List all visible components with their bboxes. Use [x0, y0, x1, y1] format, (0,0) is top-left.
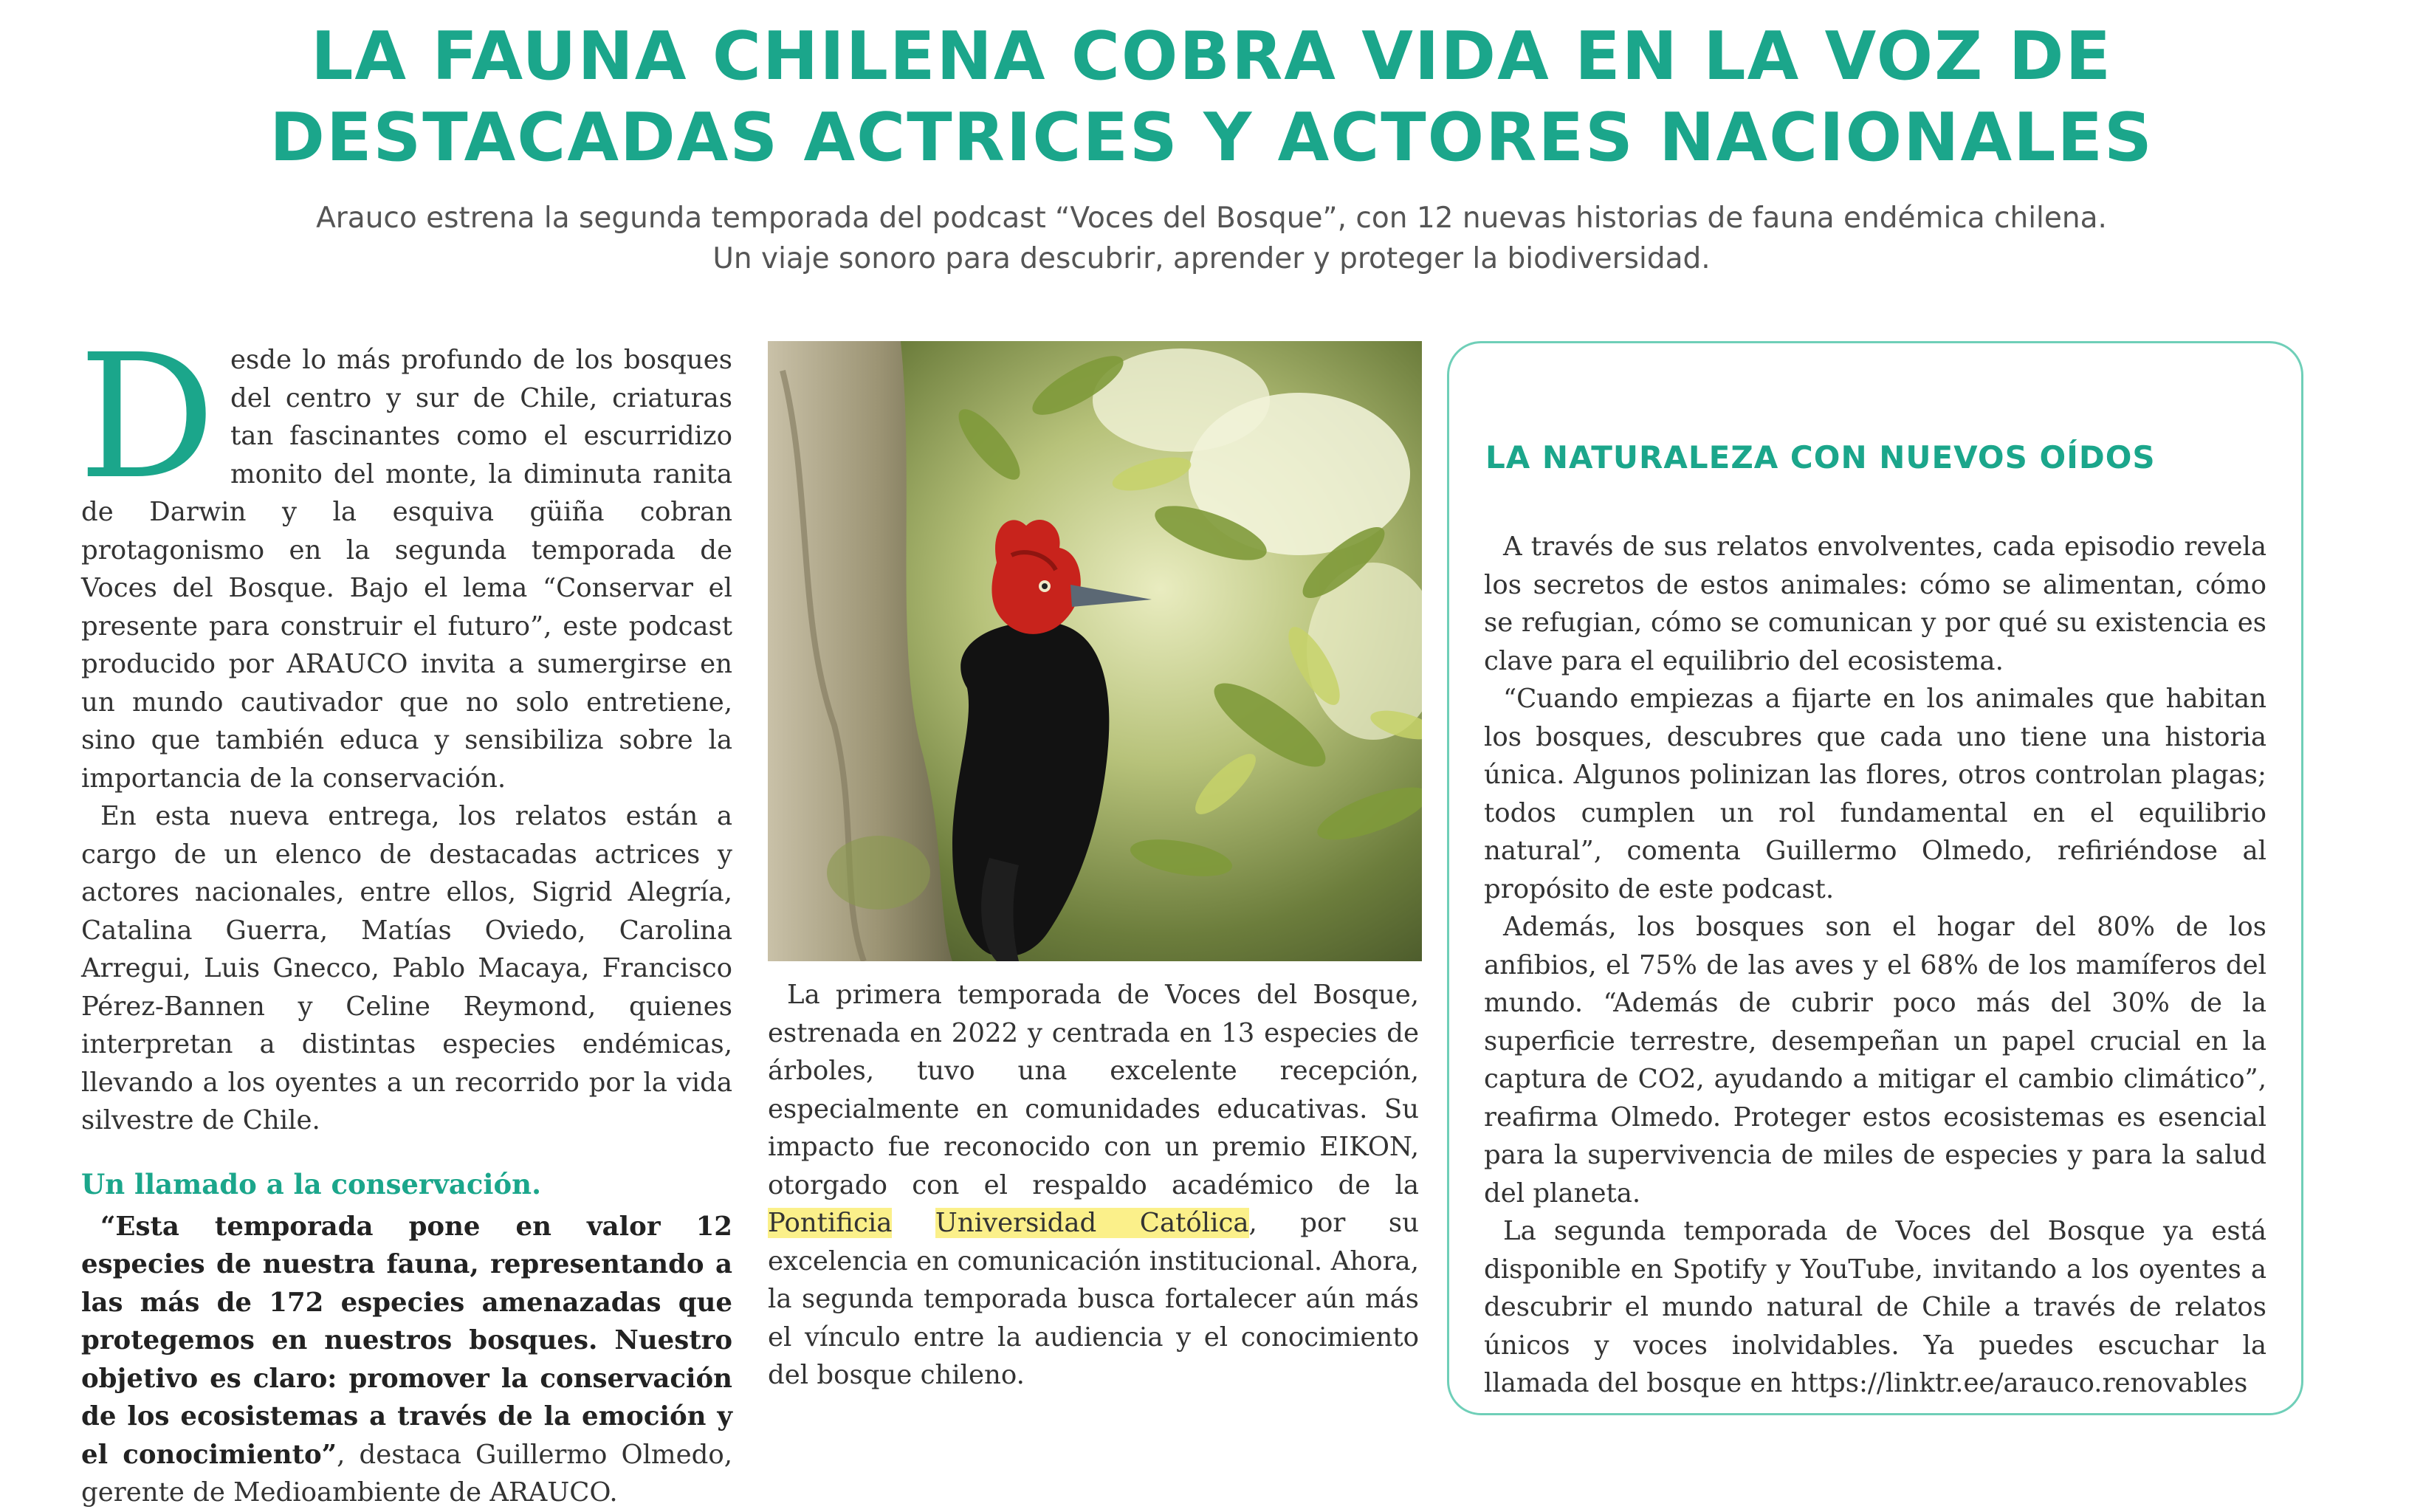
column-1-subhead: Un llamado a la conservación.	[81, 1167, 541, 1200]
woodpecker-photo	[768, 341, 1422, 961]
sidebar-column	[1484, 528, 2266, 1403]
column-2-text-start: La primera temporada de Voces del Bosque, estrenada en 2022 y centrada en 13 especies de árboles, tuvo una excelente recepción, especialmente en comunidades educativas. Su impacto fue reconocido con un premio EIKON, otorgado con el respaldo académico de la	[768, 980, 1419, 1200]
column-1-paragraph-2: En esta nueva entrega, los relatos están a cargo de un elenco de destacadas actrices y actores nacionales, entre ellos, Sigrid Alegría, Catalina Guerra, Matías Oviedo, Carolina Arregui, Luis Gnecco, Pablo Macaya, Francisco Pérez-Bannen y Celine Reymond, quienes interpretan a distintas especies endémicas, llevando a los oyentes a un recorrido por la vida silvestre de Chile.	[81, 801, 732, 1135]
highlight-universidad-catolica: Universidad Católica	[935, 1208, 1249, 1238]
drop-cap: D	[78, 317, 216, 517]
sidebar-paragraph-3: Además, los bosques son el hogar del 80% de los anfibios, el 75% de las aves y el 68% de los mamíferos del mundo. “Además de cubrir poco más del 30% de la superficie terrestre, desempeñan un papel crucial en la captura de CO2, ayudando a mitigar el cambio climático”, reafirma Olmedo. Proteger estos ecosistemas es esencial para la supervivencia de miles de especies y para la salud del planeta.	[1484, 912, 2266, 1209]
woodpecker-illustration	[768, 341, 1422, 961]
highlight-pontificia: Pontificia	[768, 1208, 893, 1238]
headline-line-2: DESTACADAS ACTRICES Y ACTORES NACIONALES	[269, 99, 2154, 176]
sidebar-paragraph-4: La segunda temporada de Voces del Bosque ya está disponible en Spotify y YouTube, invitando a los oyentes a descubrir el mundo natural de Chile a través de relatos únicos y voces inolvidables. Ya puedes escuchar la llamada del bosque en https://linktr.ee/arauco.renovables	[1484, 1216, 2266, 1398]
deck-line-1: Arauco estrena la segunda temporada del podcast “Voces del Bosque”, con 12 nuevas historias de fauna endémica chilena.	[316, 202, 2107, 235]
column-2-text-end: , por su excelencia en comunicación institucional. Ahora, la segunda temporada busca fortalecer aún más el vínculo entre la audiencia y el conocimiento del bosque chileno.	[768, 1208, 1419, 1390]
sidebar-paragraph-2: “Cuando empiezas a fijarte en los animales que habitan los bosques, descubres que cada uno tiene una historia única. Algunos polinizan las flores, otros controlan plagas; todos cumplen un rol fundamental en el equilibrio natural”, comenta Guillermo Olmedo, refiriéndose al propósito de este podcast.	[1484, 684, 2266, 904]
quote-attribution: , destaca Guillermo Olmedo, gerente de Medioambiente de ARAUCO.	[81, 1439, 732, 1508]
column-1-paragraph-3	[81, 1208, 732, 1512]
column-1	[78, 317, 732, 1512]
headline-line-1: LA FAUNA CHILENA COBRA VIDA EN LA VOZ DE	[311, 18, 2112, 95]
column-2	[768, 976, 1419, 1395]
sidebar-paragraph-1: A través de sus relatos envolventes, cada episodio revela los secretos de estos animales: cómo se alimentan, cómo se refugian, cómo se comunican y por qué su existencia es clave para el equilibrio del ecosistema.	[1484, 532, 2266, 676]
column-2-paragraph-1	[768, 976, 1419, 1395]
quote-bold-text: “Esta temporada pone en valor 12 especies de nuestra fauna, representando a las más de 172 especies amenazadas que protegemos en nuestros bosques. Nuestro objetivo es claro: promover la conservación de los ecosistemas a través de la emoción y el conocimiento”	[81, 1211, 732, 1470]
column-1-paragraph-1: esde lo más profundo de los bosques del centro y sur de Chile, criaturas tan fascinantes como el escurridizo monito del monte, la diminuta ranita de Darwin y la esquiva güiña cobran protagonismo en la segunda temporada de Voces del Bosque. Bajo el lema “Conservar el presente para construir el futuro”, este podcast producido por ARAUCO invita a sumergirse en un mundo cautivador que no solo entretiene, sino que también educa y sensibiliza sobre la importancia de la conservación.	[81, 345, 732, 794]
headline	[0, 16, 2423, 179]
sidebar-title: LA NATURALEZA CON NUEVOS OÍDOS	[1485, 439, 2156, 475]
deck-line-2: Un viaje sonoro para descubrir, aprender y proteger la biodiversidad.	[712, 242, 1711, 275]
deck-subtitle	[0, 198, 2423, 279]
